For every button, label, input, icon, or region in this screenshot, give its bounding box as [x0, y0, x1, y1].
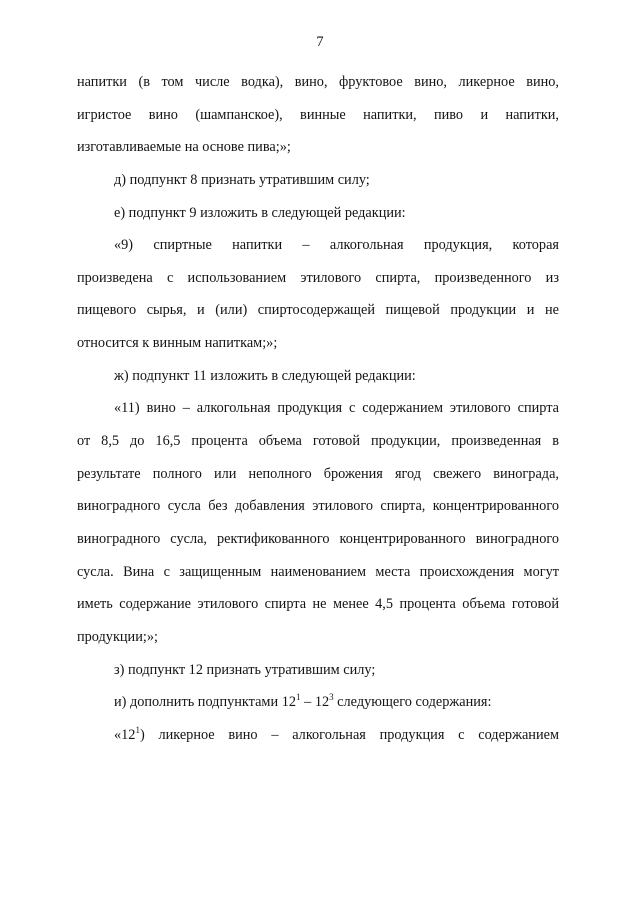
text-fragment: «12 — [114, 726, 136, 743]
paragraph-start-line — [77, 725, 559, 758]
paragraph-start-line: «11) вино – алкогольная продукция с содержанием этилового спирта — [114, 400, 559, 417]
text-line: изготавливаемые на основе пива;»; — [77, 139, 291, 156]
text-line: виноградного сусла без добавления этилового спирта, концентрированного — [77, 498, 559, 515]
superscript: 3 — [329, 692, 334, 703]
superscript: 1 — [296, 692, 301, 703]
paragraph-start-line: ж) подпункт 11 изложить в следующей редакции: — [114, 367, 416, 384]
text-line: напитки (в том числе водка), вино, фруктовое вино, ликерное вино, — [77, 74, 559, 90]
text-line: игристое вино (шампанское), винные напитки, пиво и напитки, — [77, 106, 559, 123]
document-body — [77, 72, 559, 757]
text-fragment: следующего содержания: — [333, 694, 492, 711]
superscript: 1 — [135, 724, 140, 735]
text-line: результате полного или неполного брожения ягод свежего винограда, — [77, 465, 559, 482]
paragraph-start-line — [77, 692, 559, 725]
text-fragment: ) ликерное вино – алкогольная продукция с содержанием — [139, 726, 559, 743]
paragraph-start-line: з) подпункт 12 признать утратившим силу; — [114, 661, 376, 678]
text-line: иметь содержание этилового спирта не менее 4,5 процента объема готовой — [77, 596, 559, 613]
text-line: пищевого сырья, и (или) спиртосодержащей пищевой продукции и не — [77, 302, 559, 319]
page-number: 7 — [316, 34, 324, 50]
text-line: сусла. Вина с защищенным наименованием места происхождения могут — [77, 563, 559, 580]
text-line: виноградного сусла, ректификованного концентрированного виноградного — [77, 530, 559, 547]
text-line: от 8,5 до 16,5 процента объема готовой продукции, произведенная в — [77, 433, 559, 450]
text-line: продукции;»; — [77, 628, 158, 645]
paragraph-start-line: «9) спиртные напитки – алкогольная продукция, которая — [114, 237, 559, 254]
text-fragment: и) дополнить подпунктами 12 — [114, 694, 297, 711]
text-line: относится к винным напиткам;»; — [77, 335, 278, 352]
paragraph-start-line: д) подпункт 8 признать утратившим силу; — [114, 171, 370, 188]
paragraph-start-line: е) подпункт 9 изложить в следующей редакции: — [114, 204, 406, 221]
text-fragment: – 12 — [300, 694, 330, 711]
text-line: произведена с использованием этилового спирта, произведенного из — [77, 269, 559, 286]
